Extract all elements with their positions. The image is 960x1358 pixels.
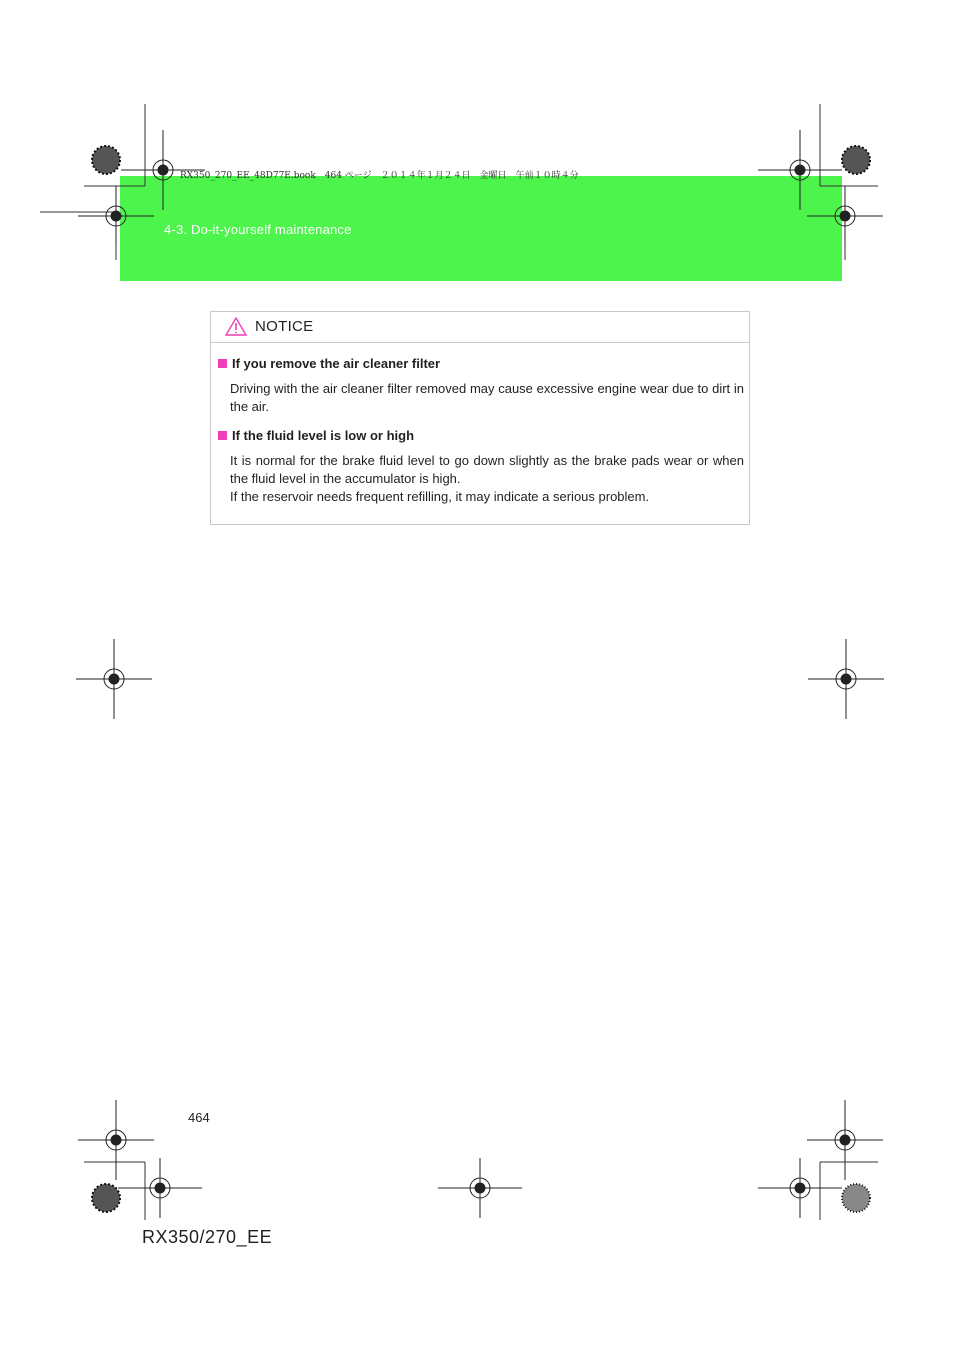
item-heading: If the fluid level is low or high: [218, 428, 414, 443]
item-body-line: It is normal for the brake fluid level to go down slightly as the brake pads wear or when the fluid level in the accumulator is high.: [230, 453, 744, 486]
notice-header: [211, 312, 749, 343]
notice-title: NOTICE: [255, 318, 314, 335]
warning-triangle-icon: [225, 317, 247, 336]
item-body: [230, 452, 744, 506]
bullet-square-icon: [218, 359, 227, 368]
notice-box: [210, 311, 750, 525]
bullet-square-icon: [218, 431, 227, 440]
page-number: 464: [188, 1110, 210, 1125]
item-body: Driving with the air cleaner filter removed may cause excessive engine wear due to dirt in the air.: [230, 381, 744, 414]
item-heading: If you remove the air cleaner filter: [218, 356, 440, 371]
footer-model: RX350/270_EE: [142, 1227, 273, 1247]
section-title: 4-3. Do-it-yourself maintenance: [164, 222, 352, 237]
print-info: RX350_270_EE_48D77E.book 464 ページ ２０１４年１月２４日 金曜日 午前１０時４分: [180, 171, 579, 181]
item-body-line: If the reservoir needs frequent refilling, it may indicate a serious problem.: [230, 489, 650, 504]
